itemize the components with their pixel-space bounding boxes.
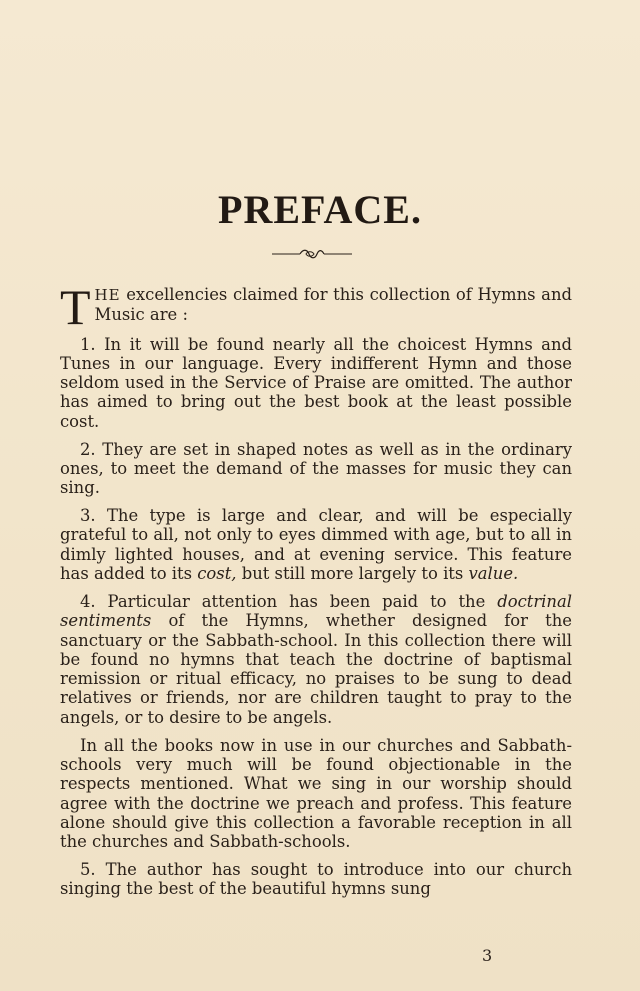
intro-lead: HE <box>94 286 121 304</box>
intro-text: excellencies claimed for this collection of Hymns and Music are : <box>94 285 572 325</box>
page-title: PREFACE. <box>218 187 422 232</box>
paragraph-4-text-a: 4. Particular attention has been paid to the <box>80 591 498 611</box>
emphasis-cost: cost, <box>197 564 237 584</box>
intro-paragraph <box>60 279 572 335</box>
emphasis-doctrinal-sentiments: doctrinal sentiments <box>60 591 572 631</box>
paragraph-3 <box>60 506 572 583</box>
page-number: 3 <box>482 946 493 965</box>
paragraph-3-text-a: 3. The type is large and clear, and will be especially grateful to all, not only to eyes dimmed with age, but to all in dimly lighted houses, and at evening service. This feature has added to its <box>60 506 572 584</box>
paragraph-3-text-b: but still more largely to its <box>236 564 469 584</box>
preface-body <box>60 279 572 907</box>
paragraph-4 <box>60 592 572 727</box>
paragraph-4-text-b: of the Hymns, whether designed for the sanctuary or the Sabbath-school. In this collection there will be found no hymns that teach the doctrine of baptismal remission or ritual efficacy, no praises to be sung to dead relatives or friends, nor are children taught to pray to the angels, or to desire to be angels. <box>60 611 572 727</box>
paragraph-2: 2. They are set in shaped notes as well as in the ordinary ones, to meet the demand of the masses for music they can sing. <box>60 439 572 498</box>
paragraph-5: In all the books now in use in our churches and Sabbath-schools very much will be found objectionable in the respects mentioned. What we sing in our worship should agree with the doctrine we preach and profess. This feature alone should give this collection a favorable reception in all the churches and Sabbath-schools. <box>60 735 572 852</box>
drop-cap: T <box>60 279 91 335</box>
emphasis-value: value. <box>468 564 519 584</box>
paragraph-6: 5. The author has sought to introduce into our church singing the best of the beautiful hymns sung <box>60 859 572 899</box>
ornament-divider-icon <box>270 246 354 262</box>
paragraph-1: 1. In it will be found nearly all the choicest Hymns and Tunes in our language. Every indifferent Hymn and those seldom used in the Service of Praise are omitted. The author has aimed to bring out the best book at the least possible cost. <box>60 334 572 431</box>
